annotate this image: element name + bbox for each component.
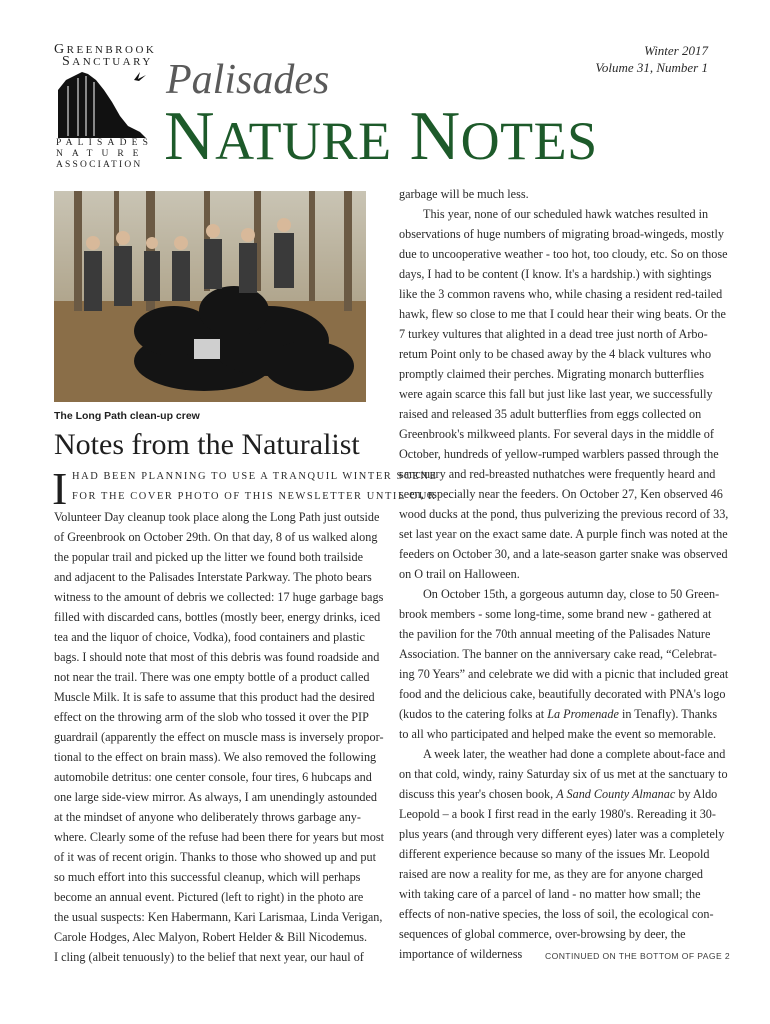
body-line: the pavilion for the 70th annual meeting of the Palisades Nature	[399, 627, 711, 641]
issue-season: Winter 2017	[644, 43, 708, 58]
body-line: Muscle Milk. It is safe to assume that this product had the desired	[54, 690, 375, 704]
body-line: ing 70 Years” and celebrate we did with a picnic that included great	[399, 667, 729, 681]
body-line: FOR THE COVER PHOTO OF THIS NEWSLETTER UNTIL OUR	[72, 491, 437, 502]
body-line: 7 turkey vultures that alighted in a dead tree just north of Arbo-	[399, 327, 708, 341]
body-line: sanctuary and red-breasted nuthatches were frequently heard and	[399, 467, 716, 481]
body-line: witness to the amount of debris we collected: 17 huge garbage bags	[54, 590, 384, 604]
body-line: set last year on the exact same date. A purple finch was noted at the	[399, 527, 728, 541]
body-line: different experience because so many of the issues Mr. Leopold	[399, 847, 710, 861]
assoc-line-1: PALISADES	[56, 138, 154, 148]
assoc-line-2: NATURE	[56, 149, 148, 159]
venue-name: La Promenade	[547, 707, 619, 721]
body-line: automobile detritus: one center console, four tires, 6 hubcaps and	[54, 770, 372, 784]
body-line: so much effort into this successful cleanup, which will perhaps	[54, 870, 361, 884]
body-line: effects of non-native species, the loss of soil, the ecological con-	[399, 907, 714, 921]
body-line: become an annual event. Pictured (left to right) in the photo are	[54, 890, 364, 904]
body-line: not near the trail. There was one empty bottle of a product called	[54, 670, 370, 684]
body-line: due to uncooperative weather - too hot, too cloudy, etc. So on those	[399, 247, 728, 261]
article-headline: Notes from the Naturalist	[54, 428, 360, 461]
body-line: promptly claimed their perches. Migrating monarch butterflies	[399, 367, 704, 381]
bird-icon	[134, 72, 146, 81]
body-line: the usual suspects: Ken Habermann, Kari Larismaa, Linda Verigan,	[54, 910, 383, 924]
photo-illustration	[54, 191, 366, 402]
photo-caption: The Long Path clean-up crew	[54, 410, 200, 422]
body-line: (kudos to the catering folks at La Promenade in Tenafly). Thanks	[399, 707, 718, 721]
body-line: to all who participated and helped make the event so memorable.	[399, 727, 717, 741]
body-line: of Greenbrook on October 29th. On that day, 8 of us walked along	[54, 530, 378, 544]
body-line: of it was of recent origin. Thanks to those who showed up and put	[54, 850, 377, 864]
body-line: raised are now a reality for me, as they are for anyone charged	[399, 867, 703, 881]
body-line: guardrail (apparently the effect on muscle mass is inversely propor-	[54, 730, 384, 744]
cleanup-crew-photo	[54, 191, 366, 402]
body-line: plus years (and through very different eyes) later was a completely	[399, 827, 725, 841]
body-line: Greenbrook's milkweed plants. For several days in the middle of	[399, 427, 714, 441]
org-name-greenbrook: GREENBROOK	[54, 42, 157, 57]
body-line: HAD BEEN PLANNING TO USE A TRANQUIL WINTER SCENE	[72, 471, 438, 482]
body-line: observations of huge numbers of migrating broad-wingeds, mostly	[399, 227, 724, 241]
body-line: with taking care of a parcel of land - no matter how small; the	[399, 887, 701, 901]
body-line: October, hundreds of yellow-rumped warblers passed through the	[399, 447, 719, 461]
body-line: food and the delicious cake, beautifully decorated with PNA's logo	[399, 687, 726, 701]
body-line: importance of wilderness	[399, 947, 523, 961]
body-line: filled with discarded cans, bottles (mostly beer, energy drinks, iced	[54, 610, 381, 624]
body-line: brook members - some long-time, some brand new - gathered at	[399, 607, 712, 621]
body-line: seen, especially near the feeders. On October 27, Ken observed 46	[399, 487, 723, 501]
body-line: Leopold – a book I first read in the early 1980's. Rereading it 30-	[399, 807, 716, 821]
body-line: where. Clearly some of the refuse had been there for years but most	[54, 830, 384, 844]
issue-volume: Volume 31, Number 1	[595, 60, 708, 75]
body-line: the popular trail and picked up the litter we found both trailside	[54, 550, 364, 564]
drop-cap: I	[52, 463, 68, 514]
org-name-sanctuary: SANCTUARY	[62, 54, 153, 69]
body-line: Carole Hodges, Alec Malyon, Robert Helder & Bill Nicodemus.	[54, 930, 368, 944]
body-line: wood ducks at the pond, thus pulverizing the previous record of 33,	[399, 507, 729, 521]
body-line: and adjacent to the Palisades Interstate Parkway. The photo bears	[54, 570, 372, 584]
body-line: feeders on October 30, and a late-season garter snake was observed	[399, 547, 728, 561]
body-line: tea and the liquor of choice, Vodka), food containers and plastic	[54, 630, 365, 644]
body-line: days, I had to be content (I know. It's a hardship.) with sightings	[399, 267, 712, 281]
body-line: raised and released 35 adult butterflies from eggs collected on	[399, 407, 702, 421]
body-line: This year, none of our scheduled hawk watches resulted in	[423, 207, 709, 221]
body-line: like the 3 common ravens who, while chasing a resident red-tailed	[399, 287, 723, 301]
body-line: bags. I should note that most of this debris was found roadside and	[54, 650, 380, 664]
body-line: were again scarce this fall but just like last year, we successfully	[399, 387, 713, 401]
body-line: one large side-view mirror. As always, I am unendingly astounded	[54, 790, 378, 804]
assoc-line-3: ASSOCIATION	[56, 160, 143, 170]
issue-info	[595, 42, 708, 76]
body-line: on that cold, windy, rainy Saturday six of us met at the sanctuary to	[399, 767, 728, 781]
body-line: tional to the effect on brain mass). We also removed the following	[54, 750, 377, 764]
body-line: at the mindset of anyone who deliberately throws garbage any-	[54, 810, 361, 824]
body-line: hawk, flew so close to me that I could hear their wing beats. Or the	[399, 307, 726, 321]
body-line: Association. The banner on the anniversary cake read, “Celebrat-	[399, 647, 717, 661]
body-line: sequences of global commerce, over-browsing by deer, the	[399, 927, 686, 941]
body-line: I cling (albeit tenuously) to the belief that next year, our haul of	[54, 950, 364, 964]
page-title: NATURE NOTES	[164, 98, 598, 175]
body-line: garbage will be much less.	[399, 187, 529, 201]
title-script: Palisades	[166, 57, 330, 103]
body-line: effect on the throwing arm of the slob who tossed it over the PIP	[54, 710, 369, 724]
body-line: on O trail on Halloween.	[399, 567, 520, 581]
body-line: Volunteer Day cleanup took place along the Long Path just outside	[54, 510, 380, 524]
cliff-logo-icon	[56, 66, 148, 138]
body-line: discuss this year's chosen book, A Sand County Almanac by Aldo	[399, 787, 718, 801]
body-line: retum Point only to be chased away by the 4 black vultures who	[399, 347, 712, 361]
continued-note: CONTINUED ON THE BOTTOM OF PAGE 2	[545, 951, 731, 961]
book-title: A Sand County Almanac	[556, 787, 676, 801]
body-line: On October 15th, a gorgeous autumn day, close to 50 Green-	[423, 587, 720, 601]
body-line: A week later, the weather had done a complete about-face and	[423, 747, 726, 761]
